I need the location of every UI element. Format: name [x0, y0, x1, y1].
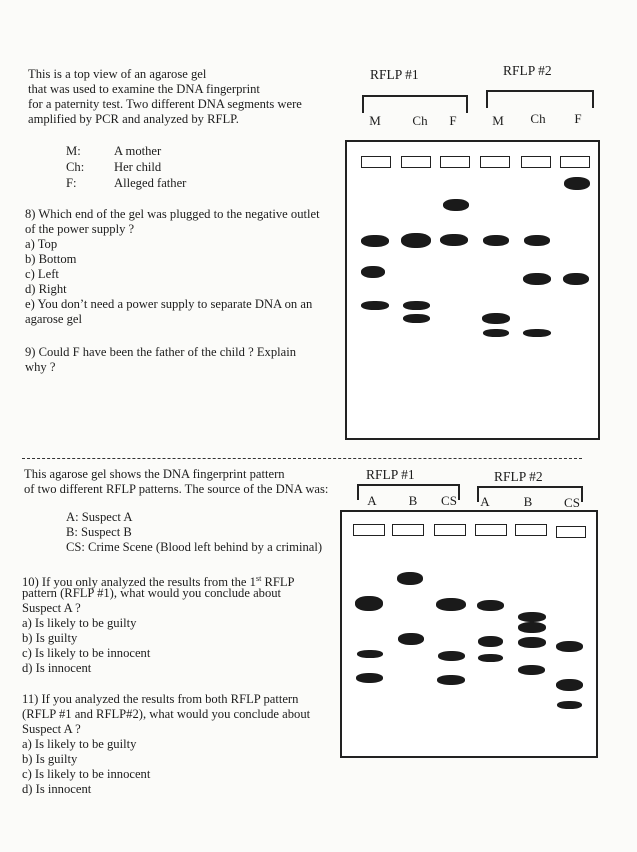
gel2-band-B-2d — [518, 665, 545, 675]
gel2-band-CS-1 — [436, 598, 466, 611]
gel2-well — [475, 524, 507, 536]
gel1-group-label-2: RFLP #2 — [503, 63, 552, 78]
gel1-lane-label: Ch — [412, 113, 428, 128]
gel1-group-label-1: RFLP #1 — [370, 67, 419, 82]
gel1-band-Ch-2 — [524, 235, 550, 246]
gel2-band-A-2b — [478, 636, 503, 647]
q8-option-d[interactable]: d) Right — [25, 282, 67, 296]
s2-legend-b: B: Suspect B — [66, 525, 132, 539]
gel2-band-A-2c — [478, 654, 503, 662]
q9-line-2: why ? — [25, 360, 56, 374]
gel1-band-F-1 — [443, 199, 469, 211]
gel1-lane-label: F — [449, 113, 457, 128]
q11-line-1: 11) If you analyzed the results from both RFLP pattern — [22, 692, 299, 706]
gel1-band-M-2 — [483, 235, 509, 246]
gel1-band-F-1b — [440, 234, 468, 246]
section-divider — [22, 458, 582, 459]
gel2-lane-label: CS — [441, 493, 457, 508]
s2-intro-line-2: of two different RFLP patterns. The source of the DNA was: — [24, 482, 329, 496]
gel2-well — [353, 524, 385, 536]
gel2-band-A-1b — [357, 650, 383, 658]
gel2-band-A-1 — [355, 596, 383, 611]
gel1-well — [521, 156, 551, 168]
q10-option-d[interactable]: d) Is innocent — [22, 661, 92, 675]
gel1-band-M-1b — [361, 266, 385, 278]
gel2-band-B-1b — [398, 633, 424, 645]
gel2-well — [515, 524, 547, 536]
intro-line-4: amplified by PCR and analyzed by RFLP. — [28, 112, 239, 126]
q9-line-1: 9) Could F have been the father of the child ? Explain — [25, 345, 297, 359]
q8-option-a[interactable]: a) Top — [25, 237, 58, 251]
q10-option-b[interactable]: b) Is guilty — [22, 631, 78, 645]
gel1-band-Ch-1 — [401, 233, 431, 248]
gel2-band-B-2c — [518, 637, 546, 648]
gel1-well — [440, 156, 470, 168]
gel1-band-M-2b — [482, 313, 510, 324]
gel1-lane-label: M — [369, 113, 381, 128]
intro-line-3: for a paternity test. Two different DNA segments were — [28, 97, 302, 111]
gel1-lane-label: Ch — [530, 111, 546, 126]
gel2-well — [434, 524, 466, 536]
q11-option-d[interactable]: d) Is innocent — [22, 782, 92, 796]
q8-option-b[interactable]: b) Bottom — [25, 252, 77, 266]
q11-option-a[interactable]: a) Is likely to be guilty — [22, 737, 137, 751]
gel2-band-B-2b — [518, 622, 546, 633]
q8-option-e[interactable]: e) You don’t need a power supply to separate DNA on an — [25, 297, 313, 311]
q10-line-3: Suspect A ? — [22, 601, 81, 615]
q8-option-c[interactable]: c) Left — [25, 267, 59, 281]
gel2-band-B-1 — [397, 572, 423, 585]
gel2-lane-label: CS — [564, 495, 580, 510]
q10-option-c[interactable]: c) Is likely to be innocent — [22, 646, 151, 660]
q8-line-2: of the power supply ? — [25, 222, 135, 236]
gel2-lane-label: B — [523, 494, 533, 509]
gel1-well — [480, 156, 510, 168]
gel1-well — [361, 156, 391, 168]
gel1-band-Ch-1b — [403, 301, 430, 310]
gel1-lane-label: M — [492, 113, 504, 128]
gel1-band-M-1c — [361, 301, 389, 310]
gel-2 — [340, 510, 598, 758]
gel1-band-Ch-1c — [403, 314, 430, 323]
gel1-bracket-2 — [486, 90, 594, 108]
gel2-well — [556, 526, 586, 538]
q11-option-c[interactable]: c) Is likely to be innocent — [22, 767, 151, 781]
gel2-group-label-1: RFLP #1 — [366, 467, 415, 482]
q10-line-1: 10) If you only analyzed the results from the 1st RFLP — [22, 574, 295, 590]
gel2-well — [392, 524, 424, 536]
gel2-lane-label: B — [408, 493, 418, 508]
gel1-band-M-2c — [483, 329, 509, 337]
s2-legend-a: A: Suspect A — [66, 510, 133, 524]
intro-line-1: This is a top view of an agarose gel — [28, 67, 207, 81]
q11-option-b[interactable]: b) Is guilty — [22, 752, 78, 766]
gel2-band-CS-2 — [556, 641, 583, 652]
gel1-lane-label: F — [574, 111, 582, 126]
gel2-group-label-2: RFLP #2 — [494, 469, 543, 484]
gel2-lane-label: A — [367, 493, 377, 508]
gel1-bracket-1 — [362, 95, 468, 113]
gel1-well — [560, 156, 590, 168]
gel2-band-A-1c — [356, 673, 383, 683]
gel2-band-CS-1b — [438, 651, 465, 661]
gel1-band-Ch-2b — [523, 273, 551, 285]
q11-line-2: (RFLP #1 and RFLP#2), what would you conclude about — [22, 707, 311, 721]
gel1-band-F-2b — [563, 273, 589, 285]
gel-1 — [345, 140, 600, 440]
intro-line-2: that was used to examine the DNA fingerprint — [28, 82, 260, 96]
q10-line-2: pattern (RFLP #1), what would you conclude about — [22, 586, 282, 600]
gel2-band-B-2 — [518, 612, 546, 622]
gel2-lane-label: A — [480, 494, 490, 509]
q11-line-3: Suspect A ? — [22, 722, 81, 736]
q8-line-1: 8) Which end of the gel was plugged to the negative outlet — [25, 207, 320, 221]
gel2-band-CS-2c — [557, 701, 582, 709]
gel2-band-CS-1c — [437, 675, 465, 685]
gel2-band-CS-2b — [556, 679, 583, 691]
gel2-band-A-2 — [477, 600, 504, 611]
q10-option-a[interactable]: a) Is likely to be guilty — [22, 616, 137, 630]
gel1-band-Ch-2c — [523, 329, 551, 337]
gel1-band-M-1 — [361, 235, 389, 247]
s2-intro-line-1: This agarose gel shows the DNA fingerprint pattern — [24, 467, 285, 481]
q8-option-e-cont: agarose gel — [25, 312, 82, 326]
gel1-band-F-2 — [564, 177, 590, 190]
gel1-well — [401, 156, 431, 168]
worksheet-page: This is a top view of an agarose gel that was used to examine the DNA fingerprint for a paternity test. Two different DNA segments were amplified by PCR and analyzed by RFLP. M: A mother Ch: Her child F: Alleged father 8) Which end of the gel was plugged to the negative outlet of the power supply ? a) Top b) Bottom c) Left d) Right e) You don’t need a power supply to separate DNA on an agarose gel 9) Could F have been the father of the child ? Explain why ? RFLP #1 RFLP #2 M Ch F M Ch F This agarose gel shows the DNA fingerprint pattern of two different RFLP patterns. The source of the DNA was: A: Suspect A B: Suspect B CS: Crime Scene (Blood left behind by a criminal) 10) If you only analyzed the results from the 1st RFLP pattern (RFLP #1), what would you conclude about Suspect A ? a) Is likely to be guilty b) Is guilty c) Is likely to be innocent d) Is innocent 11) If you analyzed the results from both RFLP pattern (RFLP #1 and RFLP#2), what would you conclude about Suspect A ? a) Is likely to be guilty b) Is guilty c) Is likely to be innocent d) Is innocent RFLP #1 RFLP #2 A B CS A B CS — [0, 0, 637, 852]
s2-legend-cs: CS: Crime Scene (Blood left behind by a criminal) — [66, 540, 323, 554]
